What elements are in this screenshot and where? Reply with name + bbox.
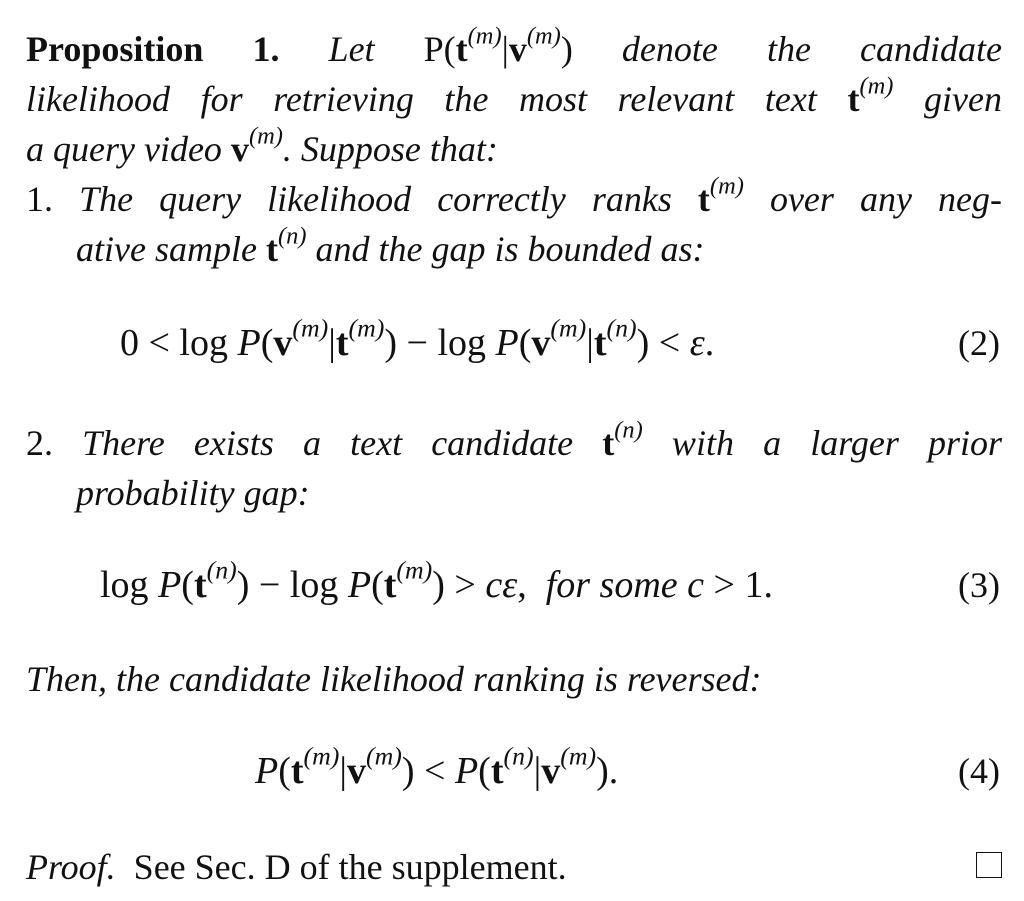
proof-label: Proof. — [26, 847, 116, 887]
equation-2: $0 < \log P(v^{(m)}|t^{(m)}) - \log P(v^{(m)}|t^{(n)}) < \varepsilon$. — [120, 313, 715, 364]
proposition-intro-line1: Proposition 1. Let $P(t^{(m)}|v^{(m)})$ denote the candidate — [26, 22, 1002, 69]
proof-text: See Sec. D of the supplement. — [133, 847, 567, 887]
condition-1-number: 1. — [26, 179, 53, 219]
condition-1-line1: 1. The query likelihood correctly ranks $t^{(m)}$ over any neg- — [26, 172, 1002, 219]
equation-4-number: (4) — [958, 751, 1000, 791]
proposition-intro-line2: likelihood for retrieving the most relevant text $t^{(m)}$ given — [26, 72, 1002, 119]
equation-3-number: (3) — [958, 565, 1000, 605]
condition-2-line1: 2. There exists a text candidate $t^{(n)}$ with a larger prior — [26, 416, 1002, 463]
equation-4: $P(t^{(m)}|v^{(m)}) < P(t^{(n)}|v^{(m)})$. — [255, 741, 619, 792]
condition-2-line2: probability gap: — [76, 473, 310, 513]
equation-3: $\log P(t^{(n)}) - \log P(t^{(m)}) > c\varepsilon$, for some c > 1. — [100, 555, 773, 606]
conclusion-text: Then, the candidate likelihood ranking is reversed: — [26, 659, 762, 699]
proposition-label: Proposition 1. — [26, 29, 280, 69]
condition-1-line2: ative sample $t^{(n)}$ and the gap is bounded as: — [76, 222, 705, 269]
condition-2-number: 2. — [26, 423, 53, 463]
proposition-intro-line3: a query video $v^{(m)}$. Suppose that: — [26, 122, 498, 169]
equation-2-number: (2) — [958, 323, 1000, 363]
qed-square-icon — [976, 852, 1002, 878]
proof-line — [26, 842, 1002, 892]
